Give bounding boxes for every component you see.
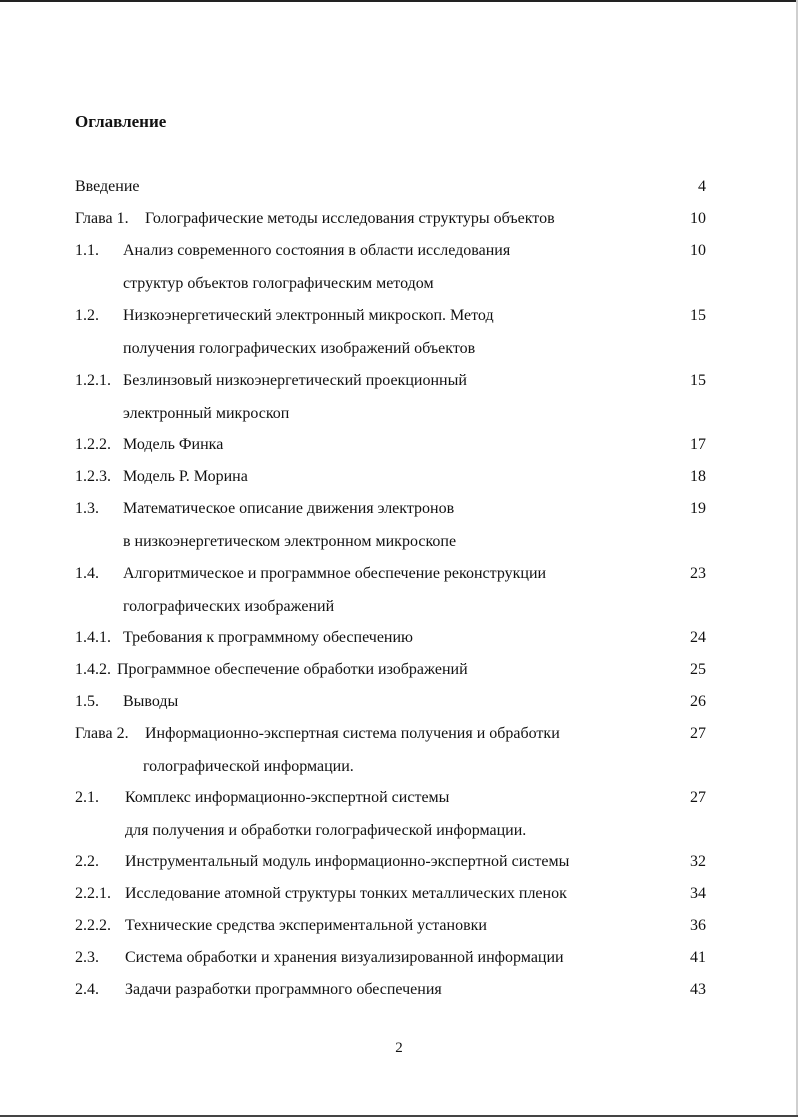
toc-page-number: 36 <box>690 917 706 934</box>
toc-page-number: 43 <box>690 981 706 998</box>
toc-entry-number: 1.1. <box>75 242 99 259</box>
toc-entry-number: 1.2.3. <box>75 468 111 485</box>
toc-entry-number: Глава 1. <box>75 210 129 227</box>
toc-entry-title: Математическое описание движения электронов <box>123 500 455 517</box>
toc-entry-number: Глава 2. <box>75 725 129 742</box>
toc-entry-number: 2.2.1. <box>75 885 111 902</box>
toc-entry-title: Информационно-экспертная система получения и обработки <box>145 725 560 742</box>
toc-page-number: 32 <box>690 853 706 870</box>
toc-entry-title: Исследование атомной структуры тонких металлических пленок <box>125 885 567 902</box>
toc-page-number: 27 <box>690 725 706 742</box>
toc-entry-number: 2.4. <box>75 981 99 998</box>
toc-entry-title-continuation: в низкоэнергетическом электронном микроскопе <box>123 533 457 550</box>
toc-entry-number: 1.4. <box>75 565 99 582</box>
toc-entry-title: Система обработки и хранения визуализированной информации <box>125 949 564 966</box>
toc-entry-title: Голографические методы исследования структуры объектов <box>145 210 555 227</box>
toc-page-number: 41 <box>690 949 706 966</box>
toc-entry-number: 1.4.1. <box>75 629 111 646</box>
toc-entry-number: 1.4.2. <box>75 661 111 678</box>
toc-entry-title: Программное обеспечение обработки изображений <box>117 661 468 678</box>
toc-entry-title: Требования к программному обеспечению <box>123 629 413 646</box>
toc-entry-number: 2.3. <box>75 949 99 966</box>
toc-page-number: 17 <box>690 436 706 453</box>
toc-entry-number: 1.2. <box>75 307 99 324</box>
toc-entry-title: Задачи разработки программного обеспечения <box>125 981 442 998</box>
toc-entry-title: Анализ современного состояния в области исследования <box>123 242 511 259</box>
toc-page-number: 24 <box>690 629 706 646</box>
toc-entry-title-continuation: голографической информации. <box>143 758 354 775</box>
toc-entry-number: 2.1. <box>75 789 99 806</box>
toc-entry-title-continuation: получения голографических изображений объектов <box>123 340 476 357</box>
toc-entry-number: 1.5. <box>75 693 99 710</box>
toc-page-number: 26 <box>690 693 706 710</box>
toc-page-number: 10 <box>690 242 706 259</box>
toc-entry-title: Низкоэнергетический электронный микроскоп. Метод <box>123 307 494 324</box>
toc-entry-title: Модель Финка <box>123 436 224 453</box>
toc-page-number: 15 <box>690 372 706 389</box>
toc-entry-title-continuation: голографических изображений <box>123 598 335 615</box>
toc-page-number: 19 <box>690 500 706 517</box>
toc-entry-title-continuation: структур объектов голографическим методом <box>123 275 434 292</box>
toc-entry-title: Безлинзовый низкоэнергетический проекционный <box>123 372 467 389</box>
toc-page-number: 15 <box>690 307 706 324</box>
toc-entry-number: 2.2.2. <box>75 917 111 934</box>
toc-entry-title: Выводы <box>123 693 179 710</box>
page-number: 2 <box>395 1040 403 1056</box>
toc-entry-title: Комплекс информационно-экспертной системы <box>125 789 450 806</box>
toc-entry-title-continuation: для получения и обработки голографической информации. <box>125 822 527 839</box>
toc-entry-title-continuation: электронный микроскоп <box>123 405 290 422</box>
toc-entry-title: Модель Р. Морина <box>123 468 248 485</box>
toc-entry-title: Технические средства экспериментальной установки <box>125 917 487 934</box>
toc-page-number: 23 <box>690 565 706 582</box>
toc-title: Оглавление <box>75 112 167 131</box>
toc-page-number: 10 <box>690 210 706 227</box>
toc-entry-number: 1.2.2. <box>75 436 111 453</box>
toc-entry-label: Введение <box>75 178 140 195</box>
toc-page-number: 34 <box>690 885 706 902</box>
scan-edge-top <box>0 0 798 2</box>
toc-entry-title: Инструментальный модуль информационно-экспертной системы <box>125 853 570 870</box>
toc-page-number: 4 <box>698 178 706 195</box>
toc-page-number: 25 <box>690 661 706 678</box>
toc-page-number: 18 <box>690 468 706 485</box>
toc-entry-title: Алгоритмическое и программное обеспечение реконструкции <box>123 565 547 582</box>
toc-entry-number: 1.2.1. <box>75 372 111 389</box>
toc-entry-number: 1.3. <box>75 500 99 517</box>
toc-entry-number: 2.2. <box>75 853 99 870</box>
toc-page-number: 27 <box>690 789 706 806</box>
